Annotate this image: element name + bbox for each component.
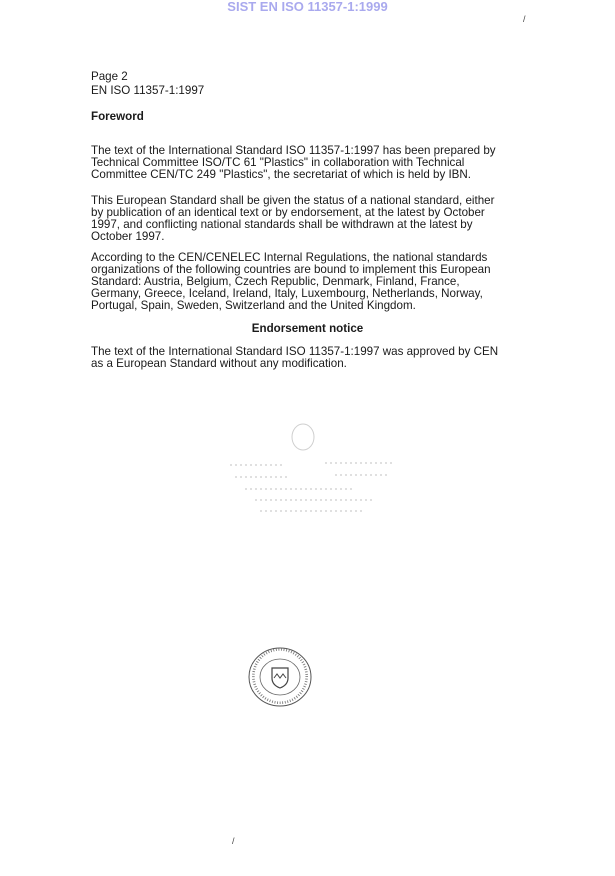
endorsement-line: as a European Standard without any modification. (91, 357, 347, 370)
foreword-p2-line: October 1997. (91, 230, 165, 243)
foreword-p2-line: 1997, and conflicting national standards shall be withdrawn at the latest by (91, 218, 473, 231)
page-label: Page 2 (91, 70, 128, 83)
watermark-header: SIST EN ISO 11357-1:1999 (227, 0, 388, 14)
foreword-heading: Foreword (91, 110, 144, 123)
foreword-p1-line: Technical Committee ISO/TC 61 "Plastics" in collaboration with Technical (91, 156, 465, 169)
foreword-p1-line: The text of the International Standard ISO 11357-1:1997 has been prepared by (91, 144, 496, 157)
foreword-p1-line: Committee CEN/TC 249 "Plastics", the secretariat of which is held by IBN. (91, 168, 472, 181)
scan-mark: / (232, 836, 235, 846)
endorsement-heading: Endorsement notice (251, 322, 364, 335)
foreword-p3-line: Portugal, Spain, Sweden, Switzerland and the United Kingdom. (91, 299, 416, 312)
endorsement-line: The text of the International Standard ISO 11357-1:1997 was approved by CEN (91, 345, 499, 358)
foreword-p3-line: According to the CEN/CENELEC Internal Regulations, the national standards (91, 251, 488, 264)
faint-stamp-image (225, 415, 400, 525)
official-seal-icon (247, 646, 313, 708)
foreword-p3-line: Germany, Greece, Iceland, Ireland, Italy, Luxembourg, Netherlands, Norway, (91, 287, 483, 300)
foreword-p2-line: This European Standard shall be given the status of a national standard, either (91, 194, 495, 207)
foreword-p3-line: Standard: Austria, Belgium, Czech Republic, Denmark, Finland, France, (91, 275, 460, 288)
foreword-p3-line: organizations of the following countries are bound to implement this European (91, 263, 491, 276)
document-id: EN ISO 11357-1:1997 (91, 84, 205, 97)
foreword-p2-line: by publication of an identical text or by endorsement, at the latest by October (91, 206, 485, 219)
scan-mark: / (523, 14, 526, 24)
